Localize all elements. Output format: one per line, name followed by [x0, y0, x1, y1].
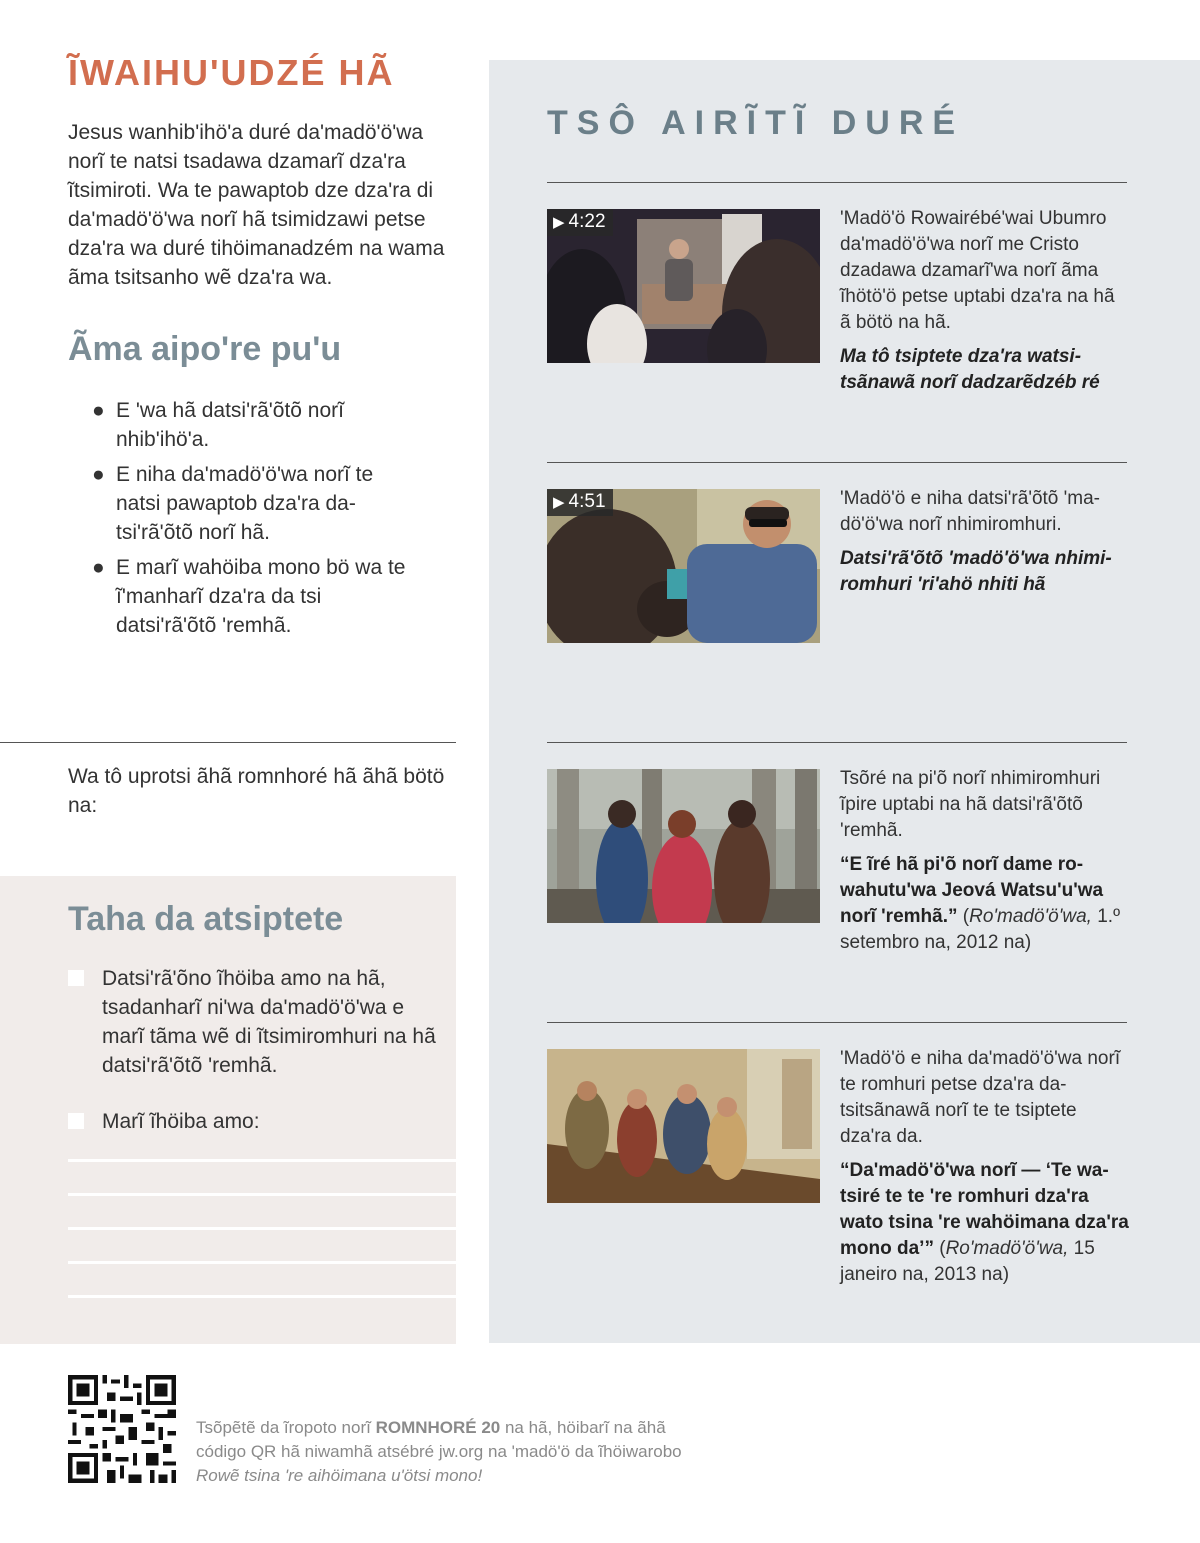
- video-description: 'Madö'ö e niha datsi'rã'õtõ 'madö'ö'wa norĩ nhimiromhuri. Datsi'rã'õtõ 'madö'ö'wa nhimiromhuri 'ri'ahö nhiti hã: [840, 486, 1130, 598]
- list-item: ● E 'wa hã datsi'rã'õtõ norĩ nhib'ihö'a.: [92, 396, 422, 454]
- bullet-icon: ●: [92, 556, 105, 579]
- summary-list: [92, 396, 422, 646]
- summary-heading: Ãma aipo're pu'u: [68, 330, 342, 368]
- divider: [547, 462, 1127, 463]
- video-description: 'Madö'ö Rowairébé'wai Ubumro da'madö'ö'wa norĩ me Cristo dzadawa dzamarĩ'wa norĩ ãma ĩhötö'ö petse uptabi dza'ra na hã ã bötö na hã. Ma tô tsiptete dza'ra watsitsãnawã norĩ dadzarẽdzéb ré: [840, 206, 1130, 396]
- video-duration-badge: ▶ 4:51: [547, 489, 613, 516]
- article-reference[interactable]: “Da'madö'ö'wa norĩ — ‘Te watsiré te te 're romhuri dza'ra wato tsina 're wahöimana dza'ra mono da’” (Ro'madö'ö'wa, 15 janeiro na, 2013 na): [840, 1160, 1129, 1285]
- write-line[interactable]: [68, 1227, 456, 1230]
- video-thumbnail[interactable]: [547, 209, 820, 363]
- article-description: 'Madö'ö e niha da'madö'ö'wa norĩ te romhuri petse dza'ra datsitsãnawã norĩ te te tsiptete dza'ra da. “Da'madö'ö'wa norĩ — ‘Te watsiré te te 're romhuri dza'ra wato tsina 're wahöimana dza'ra mono da’” (Ro'madö'ö'wa, 15 janeiro na, 2013 na): [840, 1046, 1130, 1288]
- article-description: Tsõré na pi'õ norĩ nhimiromhuri ĩpire uptabi na hã datsi'rã'õtõ 'remhã. “E ĩré hã pi'õ norĩ dame rowahutu'wa Jeová Watsu'u'wa norĩ 'remhã.” (Ro'madö'ö'wa, 1.º setembro na, 2012 na): [840, 766, 1130, 956]
- lesson-title: ĨWAIHU'UDZÉ HÃ: [68, 52, 395, 93]
- ship-illustration: [547, 1049, 820, 1203]
- divider: [547, 1022, 1127, 1023]
- divider: [547, 182, 1127, 183]
- video-link-title[interactable]: Datsi'rã'õtõ 'madö'ö'wa nhimiromhuri 'ri'ahö nhiti hã: [840, 548, 1112, 595]
- list-item: ● E niha da'madö'ö'wa norĩ te natsi pawaptob dza'ra datsi'rã'õtõ norĩ hã.: [92, 460, 422, 547]
- explore-heading: TSÔ AIRĨTĨ DURÉ: [547, 104, 965, 142]
- divider: [547, 742, 1127, 743]
- checkbox[interactable]: [68, 970, 84, 986]
- write-line[interactable]: [68, 1261, 456, 1264]
- video-thumbnail[interactable]: [547, 489, 820, 643]
- list-item: ● E marĩ wahöiba mono bö wa te ĩ'manharĩ dza'ra da tsi datsi'rã'õtõ 'remhã.: [92, 553, 422, 640]
- footer-note: Tsõpẽtẽ da ĩropoto norĩ ROMNHORÉ 20 na hã, höibarĩ na ãhã código QR hã niwamhã atsébré jw.org na 'madö'ö da ĩhöiwarobo Rowẽ tsina 're aihöimana u'ötsi mono!: [196, 1418, 682, 1485]
- intro-paragraph: Jesus wanhib'ihö'a duré da'madö'ö'wa norĩ te natsi tsadawa dzamarĩ dza'ra ĩtsimiroti. Wa te pawaptob dze dza'ra di da'madö'ö'wa norĩ hã tsimidzawi petse dza'ra wa duré tihöimanadzém na wama ãma tsitsanho wẽ dza'ra wa.: [68, 121, 445, 289]
- checkbox[interactable]: [68, 1113, 84, 1129]
- article-reference[interactable]: “E ĩré hã pi'õ norĩ dame rowahutu'wa Jeová Watsu'u'wa norĩ 'remhã.” (Ro'madö'ö'wa, 1.º setembro na, 2012 na): [840, 854, 1121, 953]
- women-ruins-image: [547, 769, 820, 923]
- article-thumbnail[interactable]: [547, 769, 820, 923]
- write-line[interactable]: [68, 1159, 456, 1162]
- article-thumbnail[interactable]: [547, 1049, 820, 1203]
- notes-prompt: Wa tô uprotsi ãhã romnhoré hã ãhã bötö na:: [68, 765, 445, 817]
- video-link-title[interactable]: Ma tô tsiptete dza'ra watsitsãnawã norĩ dadzarẽdzéb ré: [840, 346, 1100, 393]
- video-duration-badge: ▶ 4:22: [547, 209, 613, 236]
- play-icon: ▶: [553, 494, 565, 511]
- qr-code-icon[interactable]: [68, 1375, 176, 1483]
- practice-item: Marĩ ĩhöiba amo:: [68, 1107, 438, 1136]
- write-line[interactable]: [68, 1295, 456, 1298]
- practice-heading: Taha da atsiptete: [68, 900, 344, 938]
- write-line[interactable]: [68, 1193, 456, 1196]
- bullet-icon: ●: [92, 463, 105, 486]
- divider: [0, 742, 456, 743]
- bullet-icon: ●: [92, 399, 105, 422]
- play-icon: ▶: [553, 214, 565, 231]
- practice-item: Datsi'rã'õno ĩhöiba amo na hã, tsadanharĩ ni'wa da'madö'ö'wa e marĩ tãma wẽ di ĩtsimiromhuri na hã datsi'rã'õtõ 'remhã.: [68, 964, 438, 1080]
